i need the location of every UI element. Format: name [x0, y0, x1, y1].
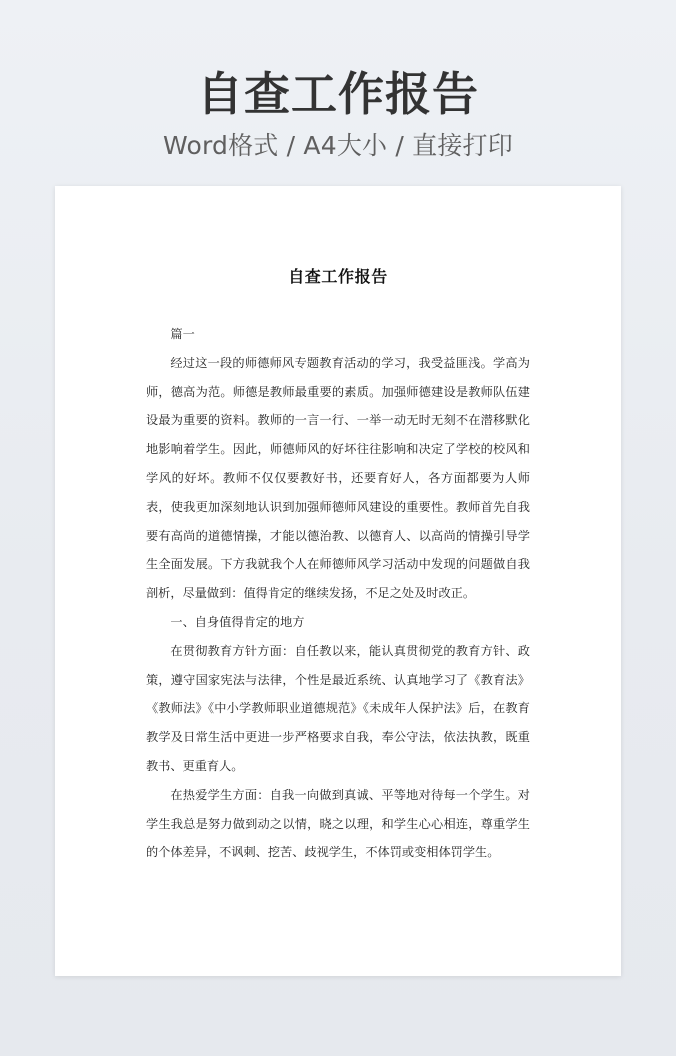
document-title: 自查工作报告: [288, 267, 388, 286]
document-body: [146, 320, 530, 867]
section-heading-part-one: 篇一: [170, 327, 195, 341]
document-page: [55, 186, 621, 976]
paragraph-love-students: 在热爱学生方面：自我一向做到真诚、平等地对待每一个学生。对学生我总是努力做到动之以情，晓之以理，和学生心心相连，尊重学生的个体差异，不讽刺、挖苦、歧视学生，不体罚或变相体罚学生。: [146, 787, 530, 860]
paragraph-education-policy: 在贯彻教育方针方面：自任教以来，能认真贯彻党的教育方针、政策，遵守国家宪法与法律，个性是最近系统、认真地学习了《教育法》《教师法》《中小学教师职业道德规范》《未成年人保护法》后，在教育教学及日常生活中更进一步严格要求自我，奉公守法，依法执教，既重教书、更重育人。: [146, 643, 530, 773]
subheading-strengths: 一、自身值得肯定的地方: [170, 614, 305, 629]
banner-title: 自查工作报告: [197, 67, 479, 121]
banner-subtitle: Word格式 / A4大小 / 直接打印: [163, 131, 513, 160]
header-banner: [0, 62, 676, 166]
paragraph-intro: 经过这一段的师德师风专题教育活动的学习，我受益匪浅。学高为师，德高为范。师德是教师最重要的素质。加强师德建设是教师队伍建设最为重要的资料。教师的一言一行、一举一动无时无刻不在潜移默化地影响着学生。因此，师德师风的好坏往往影响和决定了学校的校风和学风的好坏。教师不仅仅要教好书，还要育好人，各方面都要为人师表，使我更加深刻地认识到加强师德师风建设的重要性。教师首先自我要有高尚的道德情操，才能以德治教、以德育人、以高尚的情操引导学生全面发展。下方我就我个人在师德师风学习活动中发现的问题做自我剖析，尽量做到：值得肯定的继续发扬，不足之处及时改正。: [146, 355, 530, 601]
